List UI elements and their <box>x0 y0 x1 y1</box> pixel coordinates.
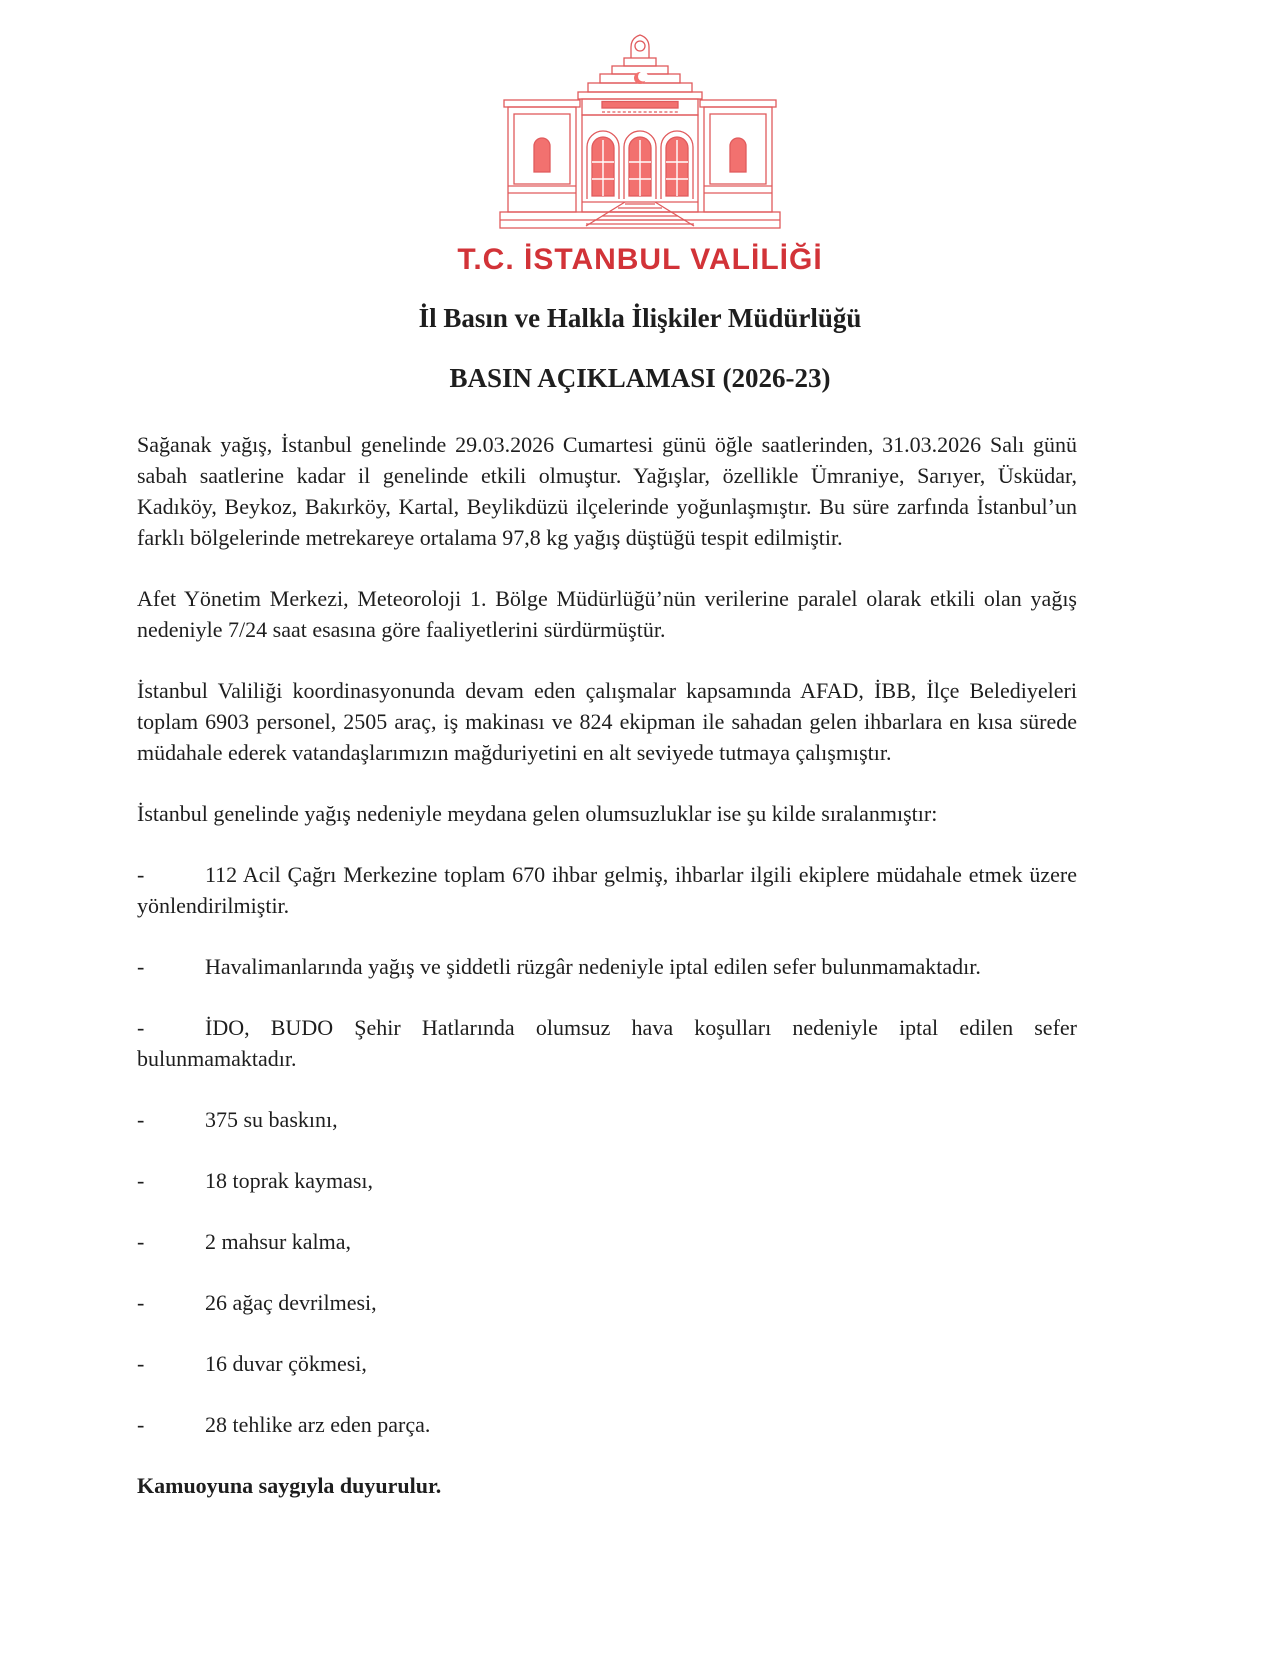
closing-statement: Kamuoyuna saygıyla duyurulur. <box>137 1472 442 1498</box>
list-item-floods <box>137 1104 1077 1135</box>
document-header <box>0 0 1280 395</box>
dash-bullet: - <box>137 1289 145 1315</box>
paragraph-rainfall-summary: Sağanak yağış, İstanbul genelinde 29.03.2026 Cumartesi günü öğle saatlerinden, 31.03.2026 Salı günü sabah saatlerine kadar il genelinde etkili olmuştur. Yağışlar, özellikle Ümraniye, Sarıyer, Üsküdar, Kadıköy, Beykoz, Bakırköy, Kartal, Beylikdüzü ilçelerinde yoğunlaşmıştır. Bu süre zarfında İstanbul’un farklı bölgelerinde metrekareye ortalama 97,8 kg yağış düştüğü tespit edilmiştir. <box>137 431 1077 550</box>
dash-bullet: - <box>137 1014 145 1040</box>
list-item-text: 112 Acil Çağrı Merkezine toplam 670 ihbar gelmiş, ihbarlar ilgili ekiplere müdahale etmek üzere yönlendirilmiştir. <box>137 861 1077 918</box>
dash-bullet: - <box>137 1228 145 1254</box>
list-item-landslides <box>137 1165 1077 1196</box>
document-title: İl Basın ve Halkla İlişkiler Müdürlüğü <box>418 303 862 333</box>
dash-bullet: - <box>137 1411 145 1437</box>
list-item-text: 375 su baskını, <box>205 1106 338 1132</box>
list-item-collapsed-walls <box>137 1348 1077 1379</box>
list-item-airports <box>137 951 1077 982</box>
document-subtitle: BASIN AÇIKLAMASI (2026-23) <box>449 363 831 394</box>
paragraph-disaster-center: Afet Yönetim Merkezi, Meteoroloji 1. Bölge Müdürlüğü’nün verilerine paralel olarak etkili olan yağış nedeniyle 7/24 saat esasına göre faaliyetlerini sürdürmüştür. <box>137 585 1077 642</box>
list-item-hazardous-parts <box>137 1409 1077 1440</box>
list-item-text: 18 toprak kayması, <box>205 1167 374 1193</box>
paragraph-coordination: İstanbul Valiliği koordinasyonunda devam eden çalışmalar kapsamında AFAD, İBB, İlçe Belediyeleri toplam 6903 personel, 2505 araç, iş makinası ve 824 ekipman ile sahadan gelen ihbarlara en kısa sürede müdahale ederek vatandaşlarımızın mağduriyetini en alt seviyede tutmaya çalışmıştır. <box>137 677 1077 765</box>
list-item-text: 16 duvar çökmesi, <box>205 1350 367 1376</box>
list-item-text: 28 tehlike arz eden parça. <box>205 1411 431 1437</box>
list-item-emergency-calls <box>137 859 1077 921</box>
building-icon <box>490 34 790 234</box>
list-item-text: Havalimanlarında yağış ve şiddetli rüzgâr nedeniyle iptal edilen sefer bulunmamaktadır. <box>205 953 981 979</box>
logo-caption: T.C. İSTANBUL VALİLİĞİ <box>457 243 823 276</box>
list-item-text: İDO, BUDO Şehir Hatlarında olumsuz hava koşulları nedeniyle iptal edilen sefer bulunmamaktadır. <box>137 1014 1077 1071</box>
list-item-stranded <box>137 1226 1077 1257</box>
list-item-fallen-trees <box>137 1287 1077 1318</box>
document-body <box>137 429 1077 1501</box>
list-item-text: 2 mahsur kalma, <box>205 1228 352 1254</box>
list-item-ferries <box>137 1012 1077 1074</box>
list-item-text: 26 ağaç devrilmesi, <box>205 1289 377 1315</box>
dash-bullet: - <box>137 861 145 887</box>
dash-bullet: - <box>137 1167 145 1193</box>
dash-bullet: - <box>137 1106 145 1132</box>
dash-bullet: - <box>137 1350 145 1376</box>
governorship-building-logo <box>490 34 790 234</box>
paragraph-incidents-intro: İstanbul genelinde yağış nedeniyle meydana gelen olumsuzluklar ise şu kilde sıralanmıştır: <box>137 800 938 826</box>
dash-bullet: - <box>137 953 145 979</box>
